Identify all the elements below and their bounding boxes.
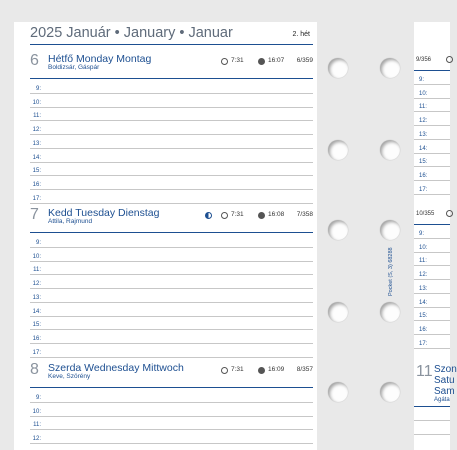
hour-row[interactable] — [30, 149, 313, 163]
binder-hole — [380, 58, 400, 78]
day-block-wednesday — [30, 361, 313, 450]
binder-hole — [328, 382, 348, 402]
hour-label: 11: — [33, 422, 41, 429]
sunset-time: 16:08 — [268, 211, 285, 218]
day-divider — [30, 387, 313, 388]
hour-label: 13: — [32, 294, 41, 301]
sunset-icon — [258, 367, 265, 374]
hour-row[interactable] — [30, 430, 313, 444]
hour-lines — [414, 225, 450, 349]
hour-label: 17: — [419, 340, 428, 347]
hour-label: 17: — [32, 349, 41, 356]
week-number: 2. hét — [292, 31, 310, 38]
month-header — [30, 24, 313, 45]
hour-label: 10: — [32, 408, 41, 415]
hour-row[interactable] — [414, 154, 450, 168]
hour-label: 9: — [419, 76, 425, 83]
hour-row[interactable] — [414, 99, 450, 113]
hour-row[interactable] — [30, 121, 313, 135]
hour-label: 9: — [35, 239, 41, 246]
hour-row[interactable] — [414, 335, 450, 349]
right-day-block-thursday — [414, 52, 450, 202]
hour-row[interactable] — [30, 94, 313, 108]
sunrise-icon — [221, 58, 228, 65]
hour-label: 11: — [419, 104, 427, 111]
sunrise-icon — [446, 56, 453, 63]
hour-row[interactable] — [30, 80, 313, 94]
hour-row[interactable] — [30, 108, 313, 122]
namedays: Agáta — [434, 397, 450, 403]
hour-label: 16: — [419, 327, 428, 333]
sunset-icon — [258, 212, 265, 219]
hour-row[interactable] — [414, 253, 450, 267]
hour-label: 12: — [32, 436, 41, 442]
hour-row[interactable] — [414, 266, 450, 280]
hour-label: 14: — [419, 299, 428, 306]
day-block-monday — [30, 52, 313, 202]
hour-label: 9: — [419, 230, 425, 237]
hour-row[interactable] — [414, 321, 450, 335]
hour-row[interactable] — [30, 403, 313, 417]
hour-label: 13: — [419, 285, 428, 292]
hour-row[interactable] — [414, 181, 450, 195]
hour-row[interactable] — [30, 344, 313, 358]
binder-hole — [380, 382, 400, 402]
hour-row[interactable] — [30, 234, 313, 248]
day-divider — [30, 78, 313, 79]
sunset-time: 16:09 — [268, 366, 285, 373]
binder-hole — [328, 140, 348, 160]
hour-row[interactable] — [414, 280, 450, 294]
hour-row[interactable] — [414, 140, 450, 154]
note-line[interactable] — [414, 420, 450, 421]
hour-row[interactable] — [30, 303, 313, 317]
day-name-line: Satu — [434, 375, 455, 386]
hour-label: 10: — [419, 244, 428, 251]
day-name: Szerda Wednesday Mittwoch — [48, 362, 184, 374]
hour-label: 16: — [32, 336, 41, 342]
day-name: Hétfő Monday Montag — [48, 53, 152, 65]
binder-hole — [380, 140, 400, 160]
hour-label: 13: — [32, 140, 41, 147]
hour-label: 12: — [32, 127, 41, 133]
day-block-tuesday — [30, 206, 313, 356]
hour-row[interactable] — [414, 294, 450, 308]
hour-label: 12: — [419, 272, 428, 278]
day-name-line: Szon — [434, 364, 457, 375]
hour-label: 16: — [32, 182, 41, 188]
hour-row[interactable] — [414, 112, 450, 126]
sunset-time: 16:07 — [268, 57, 285, 64]
month-title: 2025 Január • January • Januar — [30, 25, 233, 41]
hour-label: 17: — [419, 186, 428, 193]
day-divider — [414, 406, 450, 407]
hour-row[interactable] — [30, 417, 313, 431]
hour-label: 10: — [32, 253, 41, 260]
hour-lines — [30, 80, 313, 204]
product-code: Pocket (S, 3) 68288 — [388, 247, 394, 296]
hour-label: 9: — [35, 394, 41, 401]
year-day-counter: 8/357 — [296, 366, 313, 373]
hour-label: 12: — [32, 281, 41, 287]
right-day-block-friday — [414, 206, 450, 356]
year-day-counter: 7/358 — [296, 211, 313, 218]
hour-label: 12: — [419, 118, 428, 124]
hour-row[interactable] — [414, 85, 450, 99]
day-number: 8 — [30, 361, 39, 378]
hour-label: 11: — [33, 113, 41, 120]
binder-hole — [380, 302, 400, 322]
hour-row[interactable] — [30, 275, 313, 289]
day-number: 7 — [30, 206, 39, 223]
moon-phase-icon — [205, 212, 212, 219]
binder-hole — [328, 302, 348, 322]
day-divider — [30, 232, 313, 233]
hour-label: 15: — [419, 159, 428, 166]
year-day-counter: 6/359 — [296, 57, 313, 64]
hour-label: 10: — [32, 99, 41, 106]
hour-label: 9: — [35, 85, 41, 92]
hour-row[interactable] — [414, 126, 450, 140]
hour-row[interactable] — [30, 176, 313, 190]
hour-row[interactable] — [414, 225, 450, 239]
sunrise-icon — [221, 212, 228, 219]
sunrise-time: 7:31 — [231, 366, 244, 373]
note-line[interactable] — [414, 434, 450, 435]
hour-row[interactable] — [414, 308, 450, 322]
hour-label: 13: — [419, 131, 428, 138]
binder-hole — [380, 220, 400, 240]
sunrise-time: 7:31 — [231, 57, 244, 64]
year-day-counter: 10/355 — [416, 211, 435, 217]
hour-lines — [30, 389, 313, 444]
hour-row[interactable] — [30, 248, 313, 262]
day-name: Kedd Tuesday Dienstag — [48, 207, 160, 219]
hour-row[interactable] — [30, 317, 313, 331]
sunrise-time: 7:31 — [231, 211, 244, 218]
hour-row[interactable] — [30, 163, 313, 177]
day-name-line: Sam — [434, 386, 455, 397]
hour-row[interactable] — [30, 389, 313, 403]
sunrise-icon — [221, 367, 228, 374]
hour-label: 14: — [32, 154, 41, 161]
day-number: 11 — [416, 363, 433, 380]
binder-hole — [328, 220, 348, 240]
hour-row[interactable] — [30, 190, 313, 204]
year-day-counter: 9/356 — [416, 57, 432, 63]
hour-row[interactable] — [30, 262, 313, 276]
hour-label: 14: — [32, 308, 41, 315]
hour-label: 15: — [32, 322, 41, 329]
namedays: Boldizsár, Gáspár — [48, 64, 100, 71]
hour-label: 10: — [419, 90, 428, 97]
namedays: Attila, Rajmund — [48, 218, 93, 225]
hour-lines — [414, 71, 450, 195]
hour-label: 11: — [419, 258, 427, 265]
namedays: Keve, Szörény — [48, 373, 91, 380]
sunset-icon — [258, 58, 265, 65]
hour-label: 15: — [419, 313, 428, 320]
hour-row[interactable] — [414, 71, 450, 85]
day-number: 6 — [30, 52, 39, 69]
hour-row[interactable] — [30, 330, 313, 344]
hour-label: 17: — [32, 195, 41, 202]
hour-row[interactable] — [414, 167, 450, 181]
hour-label: 16: — [419, 173, 428, 179]
hour-row[interactable] — [30, 135, 313, 149]
hour-lines — [30, 234, 313, 358]
hour-row[interactable] — [414, 239, 450, 253]
hour-label: 11: — [33, 267, 41, 274]
hour-row[interactable] — [30, 289, 313, 303]
hour-label: 15: — [32, 168, 41, 175]
binder-hole — [328, 58, 348, 78]
hour-label: 14: — [419, 145, 428, 152]
sunrise-icon — [446, 210, 453, 217]
